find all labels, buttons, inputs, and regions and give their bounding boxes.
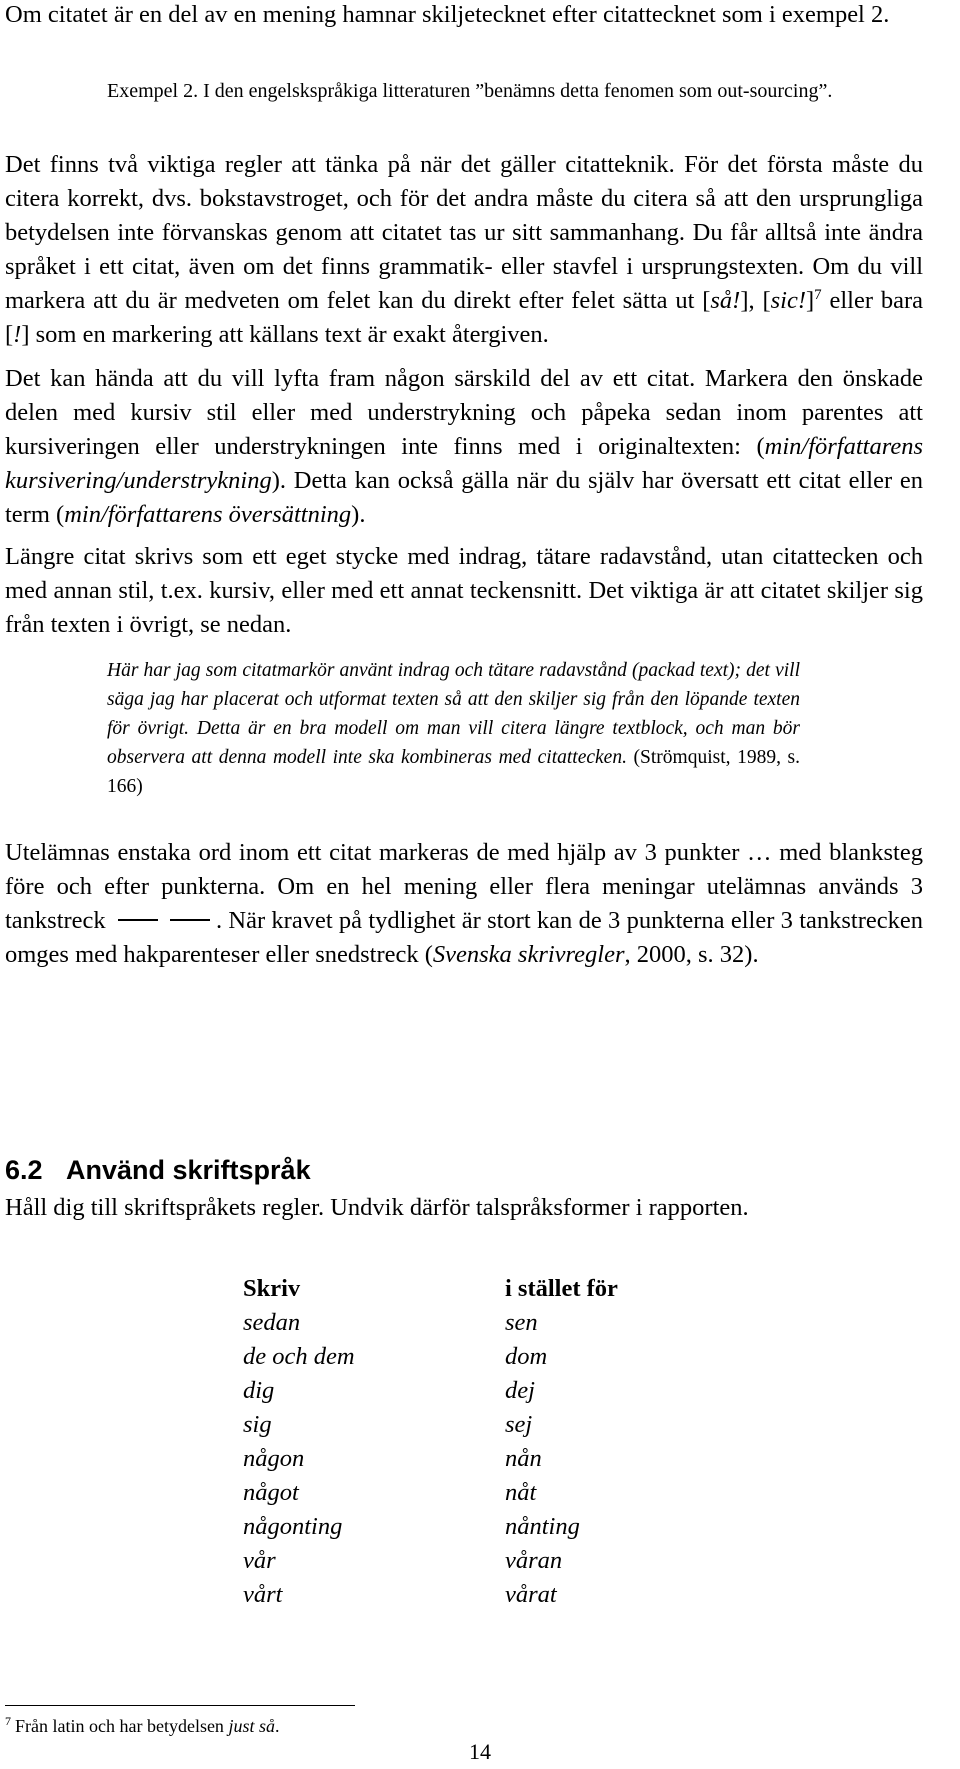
table-cell: sej <box>505 1411 533 1438</box>
highlight-italic-2: min/författarens översättning <box>64 501 352 528</box>
paragraph-intro <box>5 0 923 32</box>
table-cell: vår <box>243 1547 276 1574</box>
rules-text-2: ], [ <box>740 287 771 314</box>
word-table-column-write <box>243 1272 483 1612</box>
sa-mark: så! <box>710 287 741 314</box>
paragraph-citation-rules <box>5 148 923 352</box>
dash-mark <box>118 919 158 921</box>
table-cell: vårt <box>243 1581 283 1608</box>
table-cell: något <box>243 1479 299 1506</box>
table-cell: sen <box>505 1309 538 1336</box>
omissions-text-3: , 2000, s. 32). <box>624 941 759 968</box>
footnote-divider <box>5 1705 355 1706</box>
example-2 <box>107 78 847 104</box>
page-number: 14 <box>469 1739 491 1764</box>
dash-mark <box>170 919 210 921</box>
footnote-end: . <box>274 1716 280 1736</box>
example-2-label: Exempel 2. <box>107 80 199 102</box>
footnote-text: Från latin och har betydelsen <box>15 1716 229 1736</box>
rules-text-3: ] <box>805 287 815 314</box>
rules-text-5: ] som en markering att källans text är exakt återgiven. <box>21 321 549 348</box>
footnote-number: 7 <box>5 1714 11 1728</box>
paragraph-spoken-language <box>5 1191 923 1225</box>
omissions-text-1: Utelämnas enstaka ord inom ett citat markeras de med hjälp av 3 punkter … med blanksteg före och efter punkterna. Om en hel mening eller flera meningar utelämnas används 3 tankstreck <box>5 839 923 934</box>
rules-text-1: Det finns två viktiga regler att tänka på när det gäller citatteknik. För det första måste du citera korrekt, dvs. bokstavstroget, och för det andra måste du citera så att den ursprungliga betydelsen inte förvanskas genom att citatet tas ur sitt sammanhang. Du får alltså inte ändra språket i ett citat, även om det finns grammatik- eller stavfel i ursprungstexten. Om du vill markera att du är medveten om felet kan du direkt efter felet sätta ut [ <box>5 151 923 314</box>
paragraph-highlight <box>5 362 923 532</box>
block-quote-source: (Strömquist, 1989, s. 166) <box>107 747 800 797</box>
table-cell: vårat <box>505 1581 557 1608</box>
table-cell: nåt <box>505 1479 537 1506</box>
table-cell: sig <box>243 1411 272 1438</box>
table-cell: någonting <box>243 1513 343 1540</box>
table-cell: sedan <box>243 1309 301 1336</box>
paragraph-long-quotes <box>5 540 923 642</box>
table-header: i stället för <box>505 1275 618 1302</box>
example-2-text: I den engelskspråkiga litteraturen ”benämns detta fenomen som out-sourcing”. <box>203 80 833 102</box>
spoken-language-text: Håll dig till skriftspråkets regler. Undvik därför talspråksformer i rapporten. <box>5 1194 749 1221</box>
section-title: Använd skriftspråk <box>66 1155 311 1185</box>
footnote-italic: just så <box>228 1716 275 1736</box>
highlight-text-2: ). Detta kan också gälla när du själv har översatt ett citat eller en term ( <box>5 467 923 528</box>
table-cell: nånting <box>505 1513 580 1540</box>
table-cell: dej <box>505 1377 535 1404</box>
bang-mark: ! <box>13 321 22 348</box>
word-table-column-instead <box>505 1272 745 1612</box>
omissions-italic: Svenska skrivregler <box>432 941 625 968</box>
block-quote-text: Här har jag som citatmarkör använt indrag och tätare radavstånd (packad text); det vill säga jag har placerat och utformat texten så att den skiljer sig från den löpande texten för övrigt. Detta är en bra modell om man vill citera längre textblock, och man bör observera att denna modell inte ska kombineras med citattecken. <box>107 660 800 768</box>
table-cell: de och dem <box>243 1343 355 1370</box>
sic-mark: sic! <box>770 287 806 314</box>
highlight-text-3: ). <box>351 501 366 528</box>
rules-text-4: eller bara [ <box>5 287 923 348</box>
footnote <box>5 1714 279 1740</box>
omissions-text-2: . När kravet på tydlighet är stort kan de 3 punkterna eller 3 tankstrecken omges med hakparenteser eller snedstreck ( <box>5 907 923 968</box>
table-header: Skriv <box>243 1275 301 1302</box>
paragraph-intro-text: Om citatet är en del av en mening hamnar skiljetecknet efter citattecknet som i exempel 2. <box>5 1 890 28</box>
table-cell: dig <box>243 1377 275 1404</box>
footnote-ref: 7 <box>814 286 822 303</box>
table-cell: våran <box>505 1547 563 1574</box>
block-quote <box>107 656 800 801</box>
table-cell: nån <box>505 1445 542 1472</box>
highlight-italic-1: min/författarens kursivering/understrykning <box>5 433 923 494</box>
long-quotes-text: Längre citat skrivs som ett eget stycke med indrag, tätare radavstånd, utan citattecken och med annan stil, t.ex. kursiv, eller med ett annat teckensnitt. Det viktiga är att citatet skiljer sig från texten i övrigt, se nedan. <box>5 543 923 638</box>
table-cell: dom <box>505 1343 548 1370</box>
table-cell: någon <box>243 1445 305 1472</box>
highlight-text-1: Det kan hända att du vill lyfta fram någon särskild del av ett citat. Markera den önskade delen med kursiv stil eller med understrykning och påpeka sedan inom parentes att kursiveringen eller understrykningen inte finns med i originaltexten: ( <box>5 365 923 460</box>
section-number: 6.2 <box>5 1155 43 1185</box>
section-heading <box>5 1153 311 1187</box>
paragraph-omissions <box>5 836 923 972</box>
